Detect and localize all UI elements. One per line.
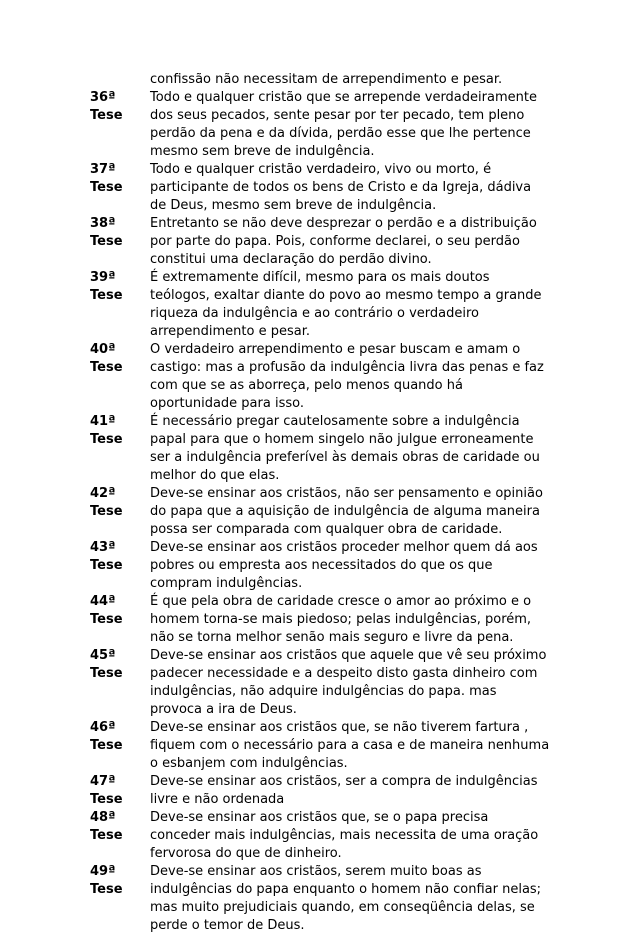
thesis-text-line: Todo e qualquer cristão verdadeiro, vivo ou morto, é — [150, 162, 492, 177]
thesis-word: Tese — [90, 288, 123, 303]
thesis-word: Tese — [90, 738, 123, 753]
thesis-label — [90, 593, 150, 629]
continuation-text: confissão não necessitam de arrependimento e pesar. — [150, 72, 503, 87]
thesis-text-line: fiquem com o necessário para a casa e de maneira nenhuma — [150, 738, 550, 753]
thesis-text-line: Deve-se ensinar aos cristãos, serem muito boas as — [150, 864, 482, 879]
thesis-text-line: teólogos, exaltar diante do povo ao mesmo tempo a grande — [150, 288, 542, 303]
thesis-item — [90, 719, 560, 773]
thesis-text-line: Deve-se ensinar aos cristãos, ser a compra de indulgências — [150, 774, 538, 789]
thesis-number: 37ª — [90, 162, 116, 177]
thesis-label — [90, 485, 150, 521]
thesis-label — [90, 719, 150, 755]
thesis-text-line: com que se as aborreça, pelo menos quando há — [150, 378, 463, 393]
thesis-word: Tese — [90, 234, 123, 249]
thesis-label — [90, 341, 150, 377]
thesis-text — [150, 809, 560, 863]
thesis-text-line: compram indulgências. — [150, 576, 303, 591]
thesis-item — [90, 161, 560, 215]
thesis-text — [150, 341, 560, 413]
thesis-item — [90, 539, 560, 593]
thesis-text-line: indulgências do papa enquanto o homem não confiar nelas; — [150, 882, 542, 897]
thesis-label — [90, 809, 150, 845]
thesis-label — [90, 539, 150, 575]
thesis-text-line: perdão da pena e da dívida, perdão esse que lhe pertence — [150, 126, 531, 141]
thesis-text-line: castigo: mas a profusão da indulgência livra das penas e faz — [150, 360, 544, 375]
thesis-word: Tese — [90, 108, 123, 123]
theses-list — [90, 89, 560, 935]
thesis-label — [90, 89, 150, 125]
thesis-text-line: padecer necessidade e a despeito disto gasta dinheiro com — [150, 666, 538, 681]
thesis-item — [90, 215, 560, 269]
thesis-text-line: o esbanjem com indulgências. — [150, 756, 348, 771]
thesis-word: Tese — [90, 828, 123, 843]
thesis-text-line: constitui uma declaração do perdão divino. — [150, 252, 432, 267]
thesis-word: Tese — [90, 180, 123, 195]
thesis-word: Tese — [90, 612, 123, 627]
thesis-word: Tese — [90, 666, 123, 681]
thesis-number: 38ª — [90, 216, 116, 231]
thesis-label — [90, 773, 150, 809]
thesis-text — [150, 647, 560, 719]
thesis-text-line: homem torna-se mais piedoso; pelas indulgências, porém, — [150, 612, 532, 627]
thesis-text-line: papal para que o homem singelo não julgue erroneamente — [150, 432, 534, 447]
thesis-text — [150, 413, 560, 485]
thesis-text-line: participante de todos os bens de Cristo e da Igreja, dádiva — [150, 180, 532, 195]
thesis-text-line: Entretanto se não deve desprezar o perdão e a distribuição — [150, 216, 537, 231]
thesis-text-line: provoca a ira de Deus. — [150, 702, 297, 717]
thesis-text-line: Deve-se ensinar aos cristãos que, se o papa precisa — [150, 810, 489, 825]
thesis-number: 40ª — [90, 342, 116, 357]
thesis-label — [90, 413, 150, 449]
thesis-word: Tese — [90, 792, 123, 807]
thesis-word: Tese — [90, 504, 123, 519]
thesis-number: 42ª — [90, 486, 116, 501]
thesis-text — [150, 89, 560, 161]
thesis-text-line: dos seus pecados, sente pesar por ter pecado, tem pleno — [150, 108, 525, 123]
thesis-text-line: do papa que a aquisição de indulgência de alguma maneira — [150, 504, 540, 519]
thesis-number: 43ª — [90, 540, 116, 555]
thesis-label — [90, 161, 150, 197]
thesis-text — [150, 269, 560, 341]
thesis-text-line: oportunidade para isso. — [150, 396, 304, 411]
thesis-item — [90, 413, 560, 485]
thesis-item — [90, 89, 560, 161]
thesis-label — [90, 269, 150, 305]
thesis-label — [90, 647, 150, 683]
thesis-item — [90, 341, 560, 413]
thesis-number: 41ª — [90, 414, 116, 429]
thesis-word: Tese — [90, 432, 123, 447]
thesis-text — [150, 485, 560, 539]
thesis-number: 45ª — [90, 648, 116, 663]
thesis-text-line: ser a indulgência preferível às demais obras de caridade ou — [150, 450, 540, 465]
thesis-text-line: Deve-se ensinar aos cristãos que, se não tiverem fartura , — [150, 720, 529, 735]
thesis-text-line: melhor do que elas. — [150, 468, 280, 483]
thesis-text-line: de Deus, mesmo sem breve de indulgência. — [150, 198, 437, 213]
thesis-text-line: possa ser comparada com qualquer obra de caridade. — [150, 522, 503, 537]
thesis-text-line: É que pela obra de caridade cresce o amor ao próximo e o — [150, 594, 532, 609]
thesis-text — [150, 719, 560, 773]
thesis-number: 39ª — [90, 270, 116, 285]
thesis-text-line: mesmo sem breve de indulgência. — [150, 144, 375, 159]
thesis-text-line: indulgências, não adquire indulgências do papa. mas — [150, 684, 497, 699]
thesis-text-line: conceder mais indulgências, mais necessita de uma oração — [150, 828, 539, 843]
thesis-text-line: O verdadeiro arrependimento e pesar buscam e amam o — [150, 342, 521, 357]
thesis-text-line: Todo e qualquer cristão que se arrepende verdadeiramente — [150, 90, 537, 105]
thesis-text — [150, 863, 560, 935]
thesis-text-line: mas muito prejudiciais quando, em conseqüência delas, se — [150, 900, 535, 915]
thesis-text-line: Deve-se ensinar aos cristãos que aquele que vê seu próximo — [150, 648, 547, 663]
thesis-text — [150, 539, 560, 593]
thesis-word: Tese — [90, 360, 123, 375]
thesis-text-line: riqueza da indulgência e ao contrário o verdadeiro — [150, 306, 479, 321]
thesis-text — [150, 161, 560, 215]
thesis-number: 46ª — [90, 720, 116, 735]
thesis-word: Tese — [90, 558, 123, 573]
thesis-text-line: perde o temor de Deus. — [150, 918, 305, 933]
thesis-number: 36ª — [90, 90, 116, 105]
thesis-item — [90, 809, 560, 863]
thesis-number: 47ª — [90, 774, 116, 789]
thesis-text — [150, 773, 560, 809]
thesis-text — [150, 215, 560, 269]
thesis-text-line: Deve-se ensinar aos cristãos proceder melhor quem dá aos — [150, 540, 538, 555]
thesis-word: Tese — [90, 882, 123, 897]
thesis-item — [90, 863, 560, 935]
thesis-number: 49ª — [90, 864, 116, 879]
thesis-item — [90, 269, 560, 341]
thesis-item — [90, 485, 560, 539]
thesis-number: 44ª — [90, 594, 116, 609]
thesis-label — [90, 215, 150, 251]
thesis-text-line: Deve-se ensinar aos cristãos, não ser pensamento e opinião — [150, 486, 543, 501]
thesis-text-line: por parte do papa. Pois, conforme declarei, o seu perdão — [150, 234, 520, 249]
thesis-item — [90, 593, 560, 647]
thesis-number: 48ª — [90, 810, 116, 825]
thesis-text-line: pobres ou empresta aos necessitados do que os que — [150, 558, 493, 573]
thesis-text-line: É extremamente difícil, mesmo para os mais doutos — [150, 270, 490, 285]
thesis-item — [90, 647, 560, 719]
thesis-item — [90, 773, 560, 809]
document-page — [90, 71, 560, 935]
thesis-text-line: não se torna melhor senão mais seguro e livre da pena. — [150, 630, 514, 645]
thesis-text-line: É necessário pregar cautelosamente sobre a indulgência — [150, 414, 520, 429]
thesis-text-line: livre e não ordenada — [150, 792, 285, 807]
thesis-text-line: arrependimento e pesar. — [150, 324, 310, 339]
thesis-label — [90, 863, 150, 899]
thesis-text — [150, 593, 560, 647]
thesis-text-line: fervorosa do que de dinheiro. — [150, 846, 342, 861]
